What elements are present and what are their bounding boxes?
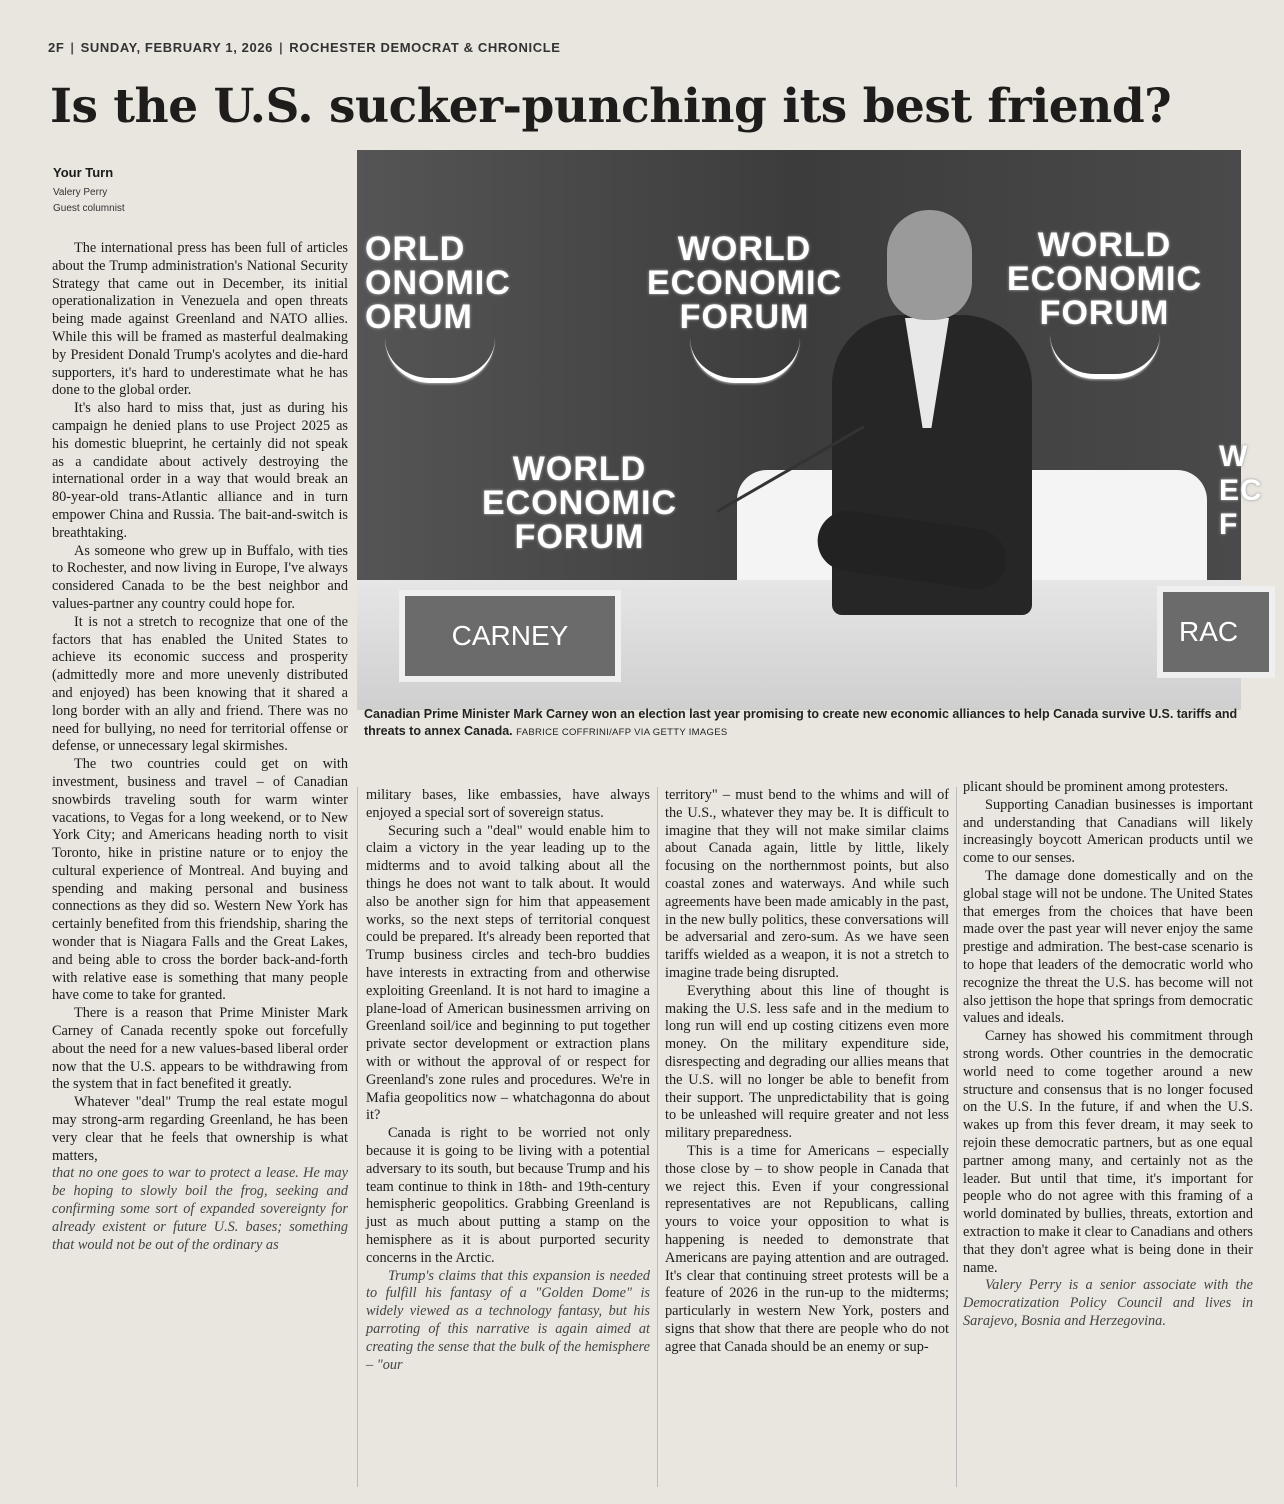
author-bio: Valery Perry is a senior associate with the Democratization Policy Council and lives in Sarajevo, Bosnia and Herzegovina. bbox=[963, 1277, 1253, 1329]
paragraph: Whatever "deal" Trump the real estate mogul may strong-arm regarding Greenland, he has been very clear that he feels that ownership is what matters, bbox=[52, 1094, 348, 1164]
page-number: 2F bbox=[48, 40, 65, 55]
caption-text: Canadian Prime Minister Mark Carney won an election last year promising to create new economic alliances to help Canada survive U.S. tariffs and threats to annex Canada. bbox=[364, 707, 1238, 738]
paragraph: military bases, like embassies, have always enjoyed a special sort of sovereign status. bbox=[366, 787, 650, 821]
paragraph: The two countries could get on with investment, business and travel – of Canadian snowbirds traveling south for warm winter vacations, to Vegas for a long weekend, or to New York City; and Americans heading north to visit Toronto, hike in pristine nature or to enjoy the cultural experience of Montreal. And buying and spending and making personal and business connections as they did so. Western New York has certainly benefited from this friendship, sharing the wonder that is Niagara Falls and the Great Lakes, and being able to cross the border back-and-forth with relative ease is something that many people have come to take for granted. bbox=[52, 756, 348, 1004]
column-rule bbox=[657, 787, 658, 1487]
byline bbox=[53, 165, 125, 217]
column-rule bbox=[357, 787, 358, 1487]
photo-credit: FABRICE COFFRINI/AFP VIA GETTY IMAGES bbox=[516, 727, 728, 738]
paragraph: The damage done domestically and on the global stage will not be undone. The United States that emerges from the choices that have been made over the past year will never enjoy the same prestige and admiration. The best-case scenario is to hope that leaders of the democratic world who recognize the threat the U.S. has become will not also jettison the hope that springs from democratic values and ideals. bbox=[963, 867, 1253, 1027]
photo-caption bbox=[364, 706, 1244, 741]
paragraph: that no one goes to war to protect a lease. He may be hoping to slowly boil the frog, seeking and confirming some sort of expanded sovereignty for already existent or future U.S. bases; something that would not be out of the ordinary as bbox=[52, 1165, 348, 1253]
paragraph: plicant should be prominent among protesters. bbox=[963, 779, 1229, 795]
paragraph: Supporting Canadian businesses is important and understanding that Canadians will likely increasingly boycott American products until we come to our senses. bbox=[963, 796, 1253, 867]
paragraph: It is not a stretch to recognize that one of the factors that has enabled the United States to achieve its economic success and prosperity (admittedly more and more unevenly distributed and enjoyed) has been knowing that it shared a long border with an ally and friend. There was no need for bullying, no need for territorial offense or defense, or unnecessary legal skirmishes. bbox=[52, 613, 348, 755]
paragraph: territory" – must bend to the whims and will of the U.S., whatever they may be. It is difficult to imagine that they will not make similar claims about Canada again, little by little, likely focusing on the northernmost points, but also coastal zones and waterways. And while such agreements have been made amicably in the past, in the new bully politics, these conversations will be adversarial and zero-sum. As we have seen tariffs wielded as a weapon, it is not a stretch to imagine trade being disrupted. bbox=[665, 787, 949, 981]
body-column-3 bbox=[665, 787, 949, 1357]
newspaper-name: ROCHESTER DEMOCRAT & CHRONICLE bbox=[289, 40, 561, 55]
author-name: Valery Perry bbox=[53, 187, 108, 198]
masthead: 2F | SUNDAY, FEBRUARY 1, 2026 | ROCHESTER DEMOCRAT & CHRONICLE bbox=[48, 40, 561, 55]
wef-logo-center: WORLD ECONOMIC FORUM bbox=[647, 232, 842, 383]
body-column-1 bbox=[52, 240, 348, 1254]
paragraph: Everything about this line of thought is making the U.S. less safe and in the medium to long run will end up costing citizens even more money. On the military expenditure side, disrespecting and degrading our allies means that the U.S. will no longer be able to benefit from their support. The unpredictability that is going to be unleashed will require greater and not less military preparedness. bbox=[665, 982, 949, 1142]
paragraph: The international press has been full of articles about the Trump administration's National Security Strategy that came out in December, its initial operationalization in Venezuela and open threats being made against Greenland and NATO allies. While this will be framed as masterful dealmaking by President Donald Trump's acolytes and die-hard supporters, it's hard to underestimate what he has done to the global order. bbox=[52, 240, 348, 399]
paragraph: It's also hard to miss that, just as during his campaign he denied plans to use Project 2025 as his domestic blueprint, he certainly did not speak as a candidate about actively destroying the international order in a way that would break an 80-year-old trans-Atlantic alliance and in turn empower China and Russia. The bait-and-switch is breathtaking. bbox=[52, 400, 348, 541]
issue-date: SUNDAY, FEBRUARY 1, 2026 bbox=[80, 40, 274, 55]
paragraph: As someone who grew up in Buffalo, with ties to Rochester, and now living in Europe, I've always considered Canada to be the best neighbor and values-partner any country could hope for. bbox=[52, 542, 348, 612]
wef-logo-left: ORLD ONOMIC ORUM bbox=[357, 232, 511, 383]
wef-logo-right: WORLD ECONOMIC FORUM bbox=[1007, 228, 1202, 379]
speaker-head bbox=[887, 210, 972, 320]
body-column-4 bbox=[963, 779, 1253, 1331]
article-photo bbox=[357, 150, 1263, 710]
wef-logo-lower: WORLD ECONOMIC FORUM bbox=[482, 450, 677, 556]
column-rule bbox=[956, 787, 957, 1487]
nameplate-carney: CARNEY bbox=[399, 590, 621, 682]
paragraph: Securing such a "deal" would enable him to claim a victory in the year leading up to the midterms and to avoid talking about all the things he does not want to talk about. It would also be another sign for him that appeasement works, so the next steps of territorial conquest could be prepared. It's already been reported that Trump business circles and tech-bro buddies have interests in extracting from and otherwise exploiting Greenland. It is not hard to imagine a plane-load of American businessmen arriving on Greenland soil/ice and beginning to put together private sector development or extraction plans with or without the approval of or respect for Greenland's zone rules and procedures. We're in Mafia geopolitics now – whatchagonna do about it? bbox=[366, 822, 650, 1124]
author-role: Guest columnist bbox=[53, 203, 125, 214]
paragraph: This is a time for Americans – especially those close by – to show people in Canada that we reject this. Even if your congressional representatives are not Republicans, calling yours to voice your opposition to what is happening is needed to demonstrate that Americans are paying attention and are outraged. It's clear that continuing street protests will be a feature of 2026 in the run-up to the midterms; particularly in western New York, posters and signs that show that there are people who do not agree that Canada should be an enemy or sup- bbox=[665, 1142, 949, 1355]
wef-logo-edge: W EC F bbox=[1219, 440, 1263, 541]
paragraph: There is a reason that Prime Minister Mark Carney of Canada recently spoke out forcefully about the need for a new values-based liberal order now that the U.S. appears to be withdrawing from the system that in fact benefited it greatly. bbox=[52, 1005, 348, 1093]
paragraph: Canada is right to be worried not only because it is going to be living with a potential adversary to its south, but because Trump and his team continue to think in 18th- and 19th-century hemispheric geopolitics. Grabbing Greenland is just as much about putting a stamp on the hemisphere as it is about purported security concerns in the Arctic. bbox=[366, 1125, 650, 1266]
paragraph: Carney has showed his commitment through strong words. Other countries in the democratic world need to come together around a new structure and consensus that is no longer focused on the U.S. In the future, if and when the U.S. wakes up from this fever dream, it may seek to rejoin these democratic partners, but as one equal partner among many, and certainly not as the leader. But until that time, it's important for people who do not agree with this framing of a world dominated by bullies, threats, extortion and extraction to make it clear to Canadians and others that they don't agree what is being done in their name. bbox=[963, 1028, 1253, 1276]
body-column-2 bbox=[366, 787, 650, 1374]
column-kicker: Your Turn bbox=[53, 165, 114, 180]
headline: Is the U.S. sucker-punching its best friend? bbox=[50, 79, 1172, 134]
nameplate-right: RAC bbox=[1157, 586, 1275, 678]
paragraph: Trump's claims that this expansion is needed to fulfill his fantasy of a "Golden Dome" is widely viewed as a technology fantasy, but his parroting of this narrative is again aimed at creating the sense that the bulk of the hemisphere – "our bbox=[366, 1267, 650, 1373]
